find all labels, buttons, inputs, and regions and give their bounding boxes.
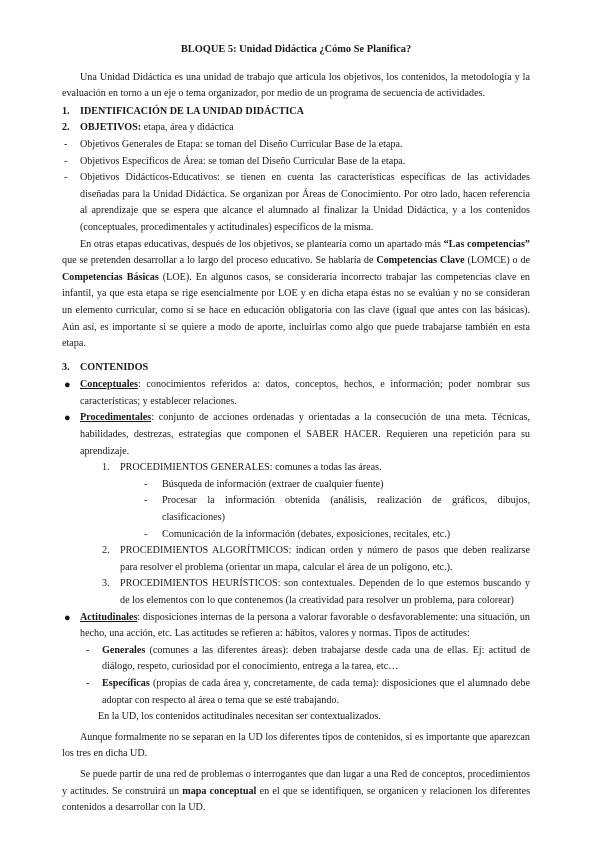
document-page	[62, 42, 530, 817]
contenidos-section	[62, 360, 530, 726]
list-item: - Específicas (propias de cada área y, concretamente, de cada tema): disposiciones que el alumnado debe adoptar con respecto al área o tema que se esté trabajando.	[86, 677, 530, 706]
list-item: - Comunicación de la información (debates, exposiciones, recitales, etc.)	[144, 528, 451, 540]
list-item: - Generales (comunes a las diferentes áreas): deben trabajarse desde cada una de ellas. Ej: actitud de diálogo, respeto, curiosidad por el conocimiento, entrega a la tarea, etc…	[86, 644, 530, 673]
procedimientos-generales-list	[120, 477, 530, 543]
conceptuales-item: ● Conceptuales: conocimientos referidos a: datos, conceptos, hechos, e información; poder nombrar sus características; y establecer relaciones.	[64, 379, 530, 407]
objetivos-list	[62, 137, 530, 237]
bullet-icon: ●	[64, 379, 71, 392]
section-3-heading: 3. CONTENIDOS	[62, 361, 149, 373]
intro-paragraph: Una Unidad Didáctica es una unidad de trabajo que articula los objetivos, los contenidos, la metodología y la evaluación en torno a un eje o tema organizador, por medio de un programa de secuencia de actividades.	[62, 71, 530, 100]
list-item: - Objetivos Específicos de Área: se toman del Diseño Curricular Base de la etapa.	[62, 154, 530, 171]
list-item: - Objetivos Didácticos-Educativos: se tienen en cuenta las características específicas de las actividades diseñadas para la Unidad Didáctica. Se organizan por Áreas de Conocimiento. Por otro lado, hacen referencia al aprendizaje que se espera que alcance el alumnado al finalizar la Unidad Didáctica, y a los contenidos (conceptuales, procedimentales y actitudinales) específicos de la misma.	[62, 170, 530, 236]
list-item: - Procesar la información obtenida (análisis, realización de gráficos, dibujos, clasificaciones)	[144, 495, 530, 524]
section-1-heading: 1. IDENTIFICACIÓN DE LA UNIDAD DIDÁCTICA	[62, 105, 304, 117]
actitudinales-item: ● Actitudinales: disposiciones internas de la persona a valorar favorable o desfavorablemente: una situación, un hecho, una acción, etc. Las actitudes se refieren a: hábitos, valores y normas. Tipos de actitudes: - Generales (comunes a las diferentes áreas): deben trabajarse desde cada una de ellas. Ej: actitud de diálogo, respeto, curiosidad por el conocimiento, entrega a la tarea, etc… - Específicas (propias de cada área y, concretamente, de cada tema): disposiciones que el alumnado debe adoptar con respecto al área o tema que se esté trabajando. En la UD, los contenidos actitudinales necesitan ser contextualizados.	[62, 610, 530, 726]
list-item: - Objetivos Generales de Etapa: se toman del Diseño Curricular Base de la etapa.	[62, 137, 530, 154]
section-2-heading: 2. OBJETIVOS: etapa, área y didáctica	[62, 122, 234, 134]
competencias-paragraph: En otras etapas educativas, después de los objetivos, se plantearía como un apartado más “Las competencias” que se pretenden desarrollar a lo largo del proceso educativo. Se hablaría de Competencias Clave (LOMCE) o de Competencias Básicas (LOE). En algunos casos, se consideraría incorrecto trabajar las competencias clave en infantil, ya que esta etapa se rige esencialmente por LOE y en dicha etapa éstas no se evalúan y no se consideran un elemento curricular, como sí se hace en educación obligatoria con las clave (igual que antes con las básicas). Aún así, es importante si se quiere a modo de aporte, incluirlas como algo que puede trabajarse también en esta etapa.	[62, 238, 531, 350]
procedimientos-list	[80, 460, 530, 609]
list-item: 2. PROCEDIMIENTOS ALGORÍTMICOS: indican orden y número de pasos que deben realizarse para resolver el problema (orientar un mapa, calcular el área de un polígono, etc.).	[102, 545, 530, 573]
list-item: 3. PROCEDIMIENTOS HEURÍSTICOS: son contextuales. Dependen de lo que estemos buscando y de los elementos con lo que contenemos (la creatividad para resolver un problema, para colorear)	[102, 578, 530, 606]
actitudes-list	[80, 643, 530, 709]
closing-paragraph-2: Se puede partir de una red de problemas o interrogantes que dan lugar a una Red de conceptos, procedimientos y actitudes. Se construirá un mapa conceptual en el que se identifiquen, se organicen y relacionen los diferentes contenidos a desarrollar con la UD.	[62, 768, 531, 814]
bullet-icon: ●	[64, 611, 71, 624]
bullet-icon: ●	[64, 412, 71, 425]
list-item: - Búsqueda de información (extraer de cualquier fuente)	[144, 478, 384, 490]
ud-note: En la UD, los contenidos actitudinales necesitan ser contextualizados.	[98, 711, 381, 723]
page-title: BLOQUE 5: Unidad Didáctica ¿Cómo Se Planifica?	[180, 44, 412, 55]
contenidos-list	[62, 377, 530, 725]
list-item: 1. PROCEDIMIENTOS GENERALES: comunes a todas las áreas. - Búsqueda de información (extraer de cualquier fuente) - Procesar la información obtenida (análisis, realización de gráficos, dibujos, clasificaciones) - Comunicación de la información (debates, exposiciones, recitales, etc.)	[102, 460, 530, 543]
closing-paragraph-1: Aunque formalmente no se separan en la UD los diferentes tipos de contenidos, sí es importante que aparezcan los tres en dicha UD.	[62, 731, 530, 760]
procedimentales-item: ● Procedimentales: conjunto de acciones ordenadas y orientadas a la consecución de una meta. Técnicas, habilidades, destrezas, estrategias que componen el SABER HACER. Requieren una repetición para su aprendizaje. 1. PROCEDIMIENTOS GENERALES: comunes a todas las áreas. - Búsqueda de información (extraer de cualquier fuente) - Procesar la información obtenida (análisis, realización de gráficos, dibujos, clasificaciones) - Comunicación de la información (debates, exposiciones, recitales, etc.) 2. PROCEDIMIENTOS ALGORÍTMICOS: indican orden y número de pasos que deben realizarse para resolver el problema (orientar un mapa, calcular el área de un polígono, etc.). 3. PROCEDIMIENTOS HEURÍSTICOS: son contextuales. Dependen de lo que estemos buscando y de los elementos con lo que contenemos (la creatividad para resolver un problema, para colorear)	[62, 410, 530, 609]
